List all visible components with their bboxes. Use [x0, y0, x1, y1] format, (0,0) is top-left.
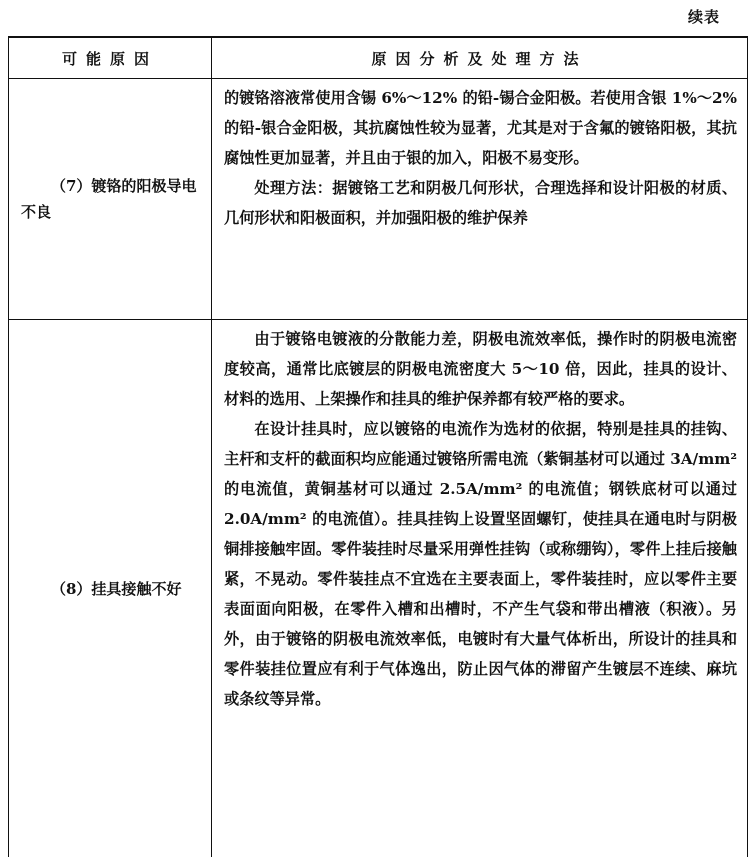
treatment-paragraph: 处理方法：据镀铬工艺和阴极几何形状，合理选择和设计阳极的材质、几何形状和阳极面积，并加强阳极的维护保养	[224, 179, 737, 227]
table-row	[9, 320, 747, 857]
analysis-paragraph: 的镀铬溶液常使用含锡 6%～12% 的铅-锡合金阳极。若使用含银 1%～2% 的铅-银合金阳极，其抗腐蚀性较为显著，尤其是对于含氟的镀铬阳极，其抗腐蚀性更加显著，并且由于银的加入，阳极不易变形。	[224, 89, 737, 167]
cause-text: （8）挂具接触不好	[51, 579, 182, 598]
cause-cell	[9, 320, 212, 857]
analysis-cell	[212, 320, 747, 857]
header-analysis: 原因分析及处理方法	[371, 49, 588, 68]
analysis-cell	[212, 79, 747, 319]
table-row	[9, 79, 747, 320]
analysis-paragraph: 由于镀铬电镀液的分散能力差，阴极电流效率低，操作时的阴极电流密度较高，通常比底镀层的阴极电流密度大 5～10 倍，因此，挂具的设计、材料的选用、上架操作和挂具的维护保养都有较严格的要求。	[224, 330, 737, 408]
cause-text: （7）镀铬的阳极导电不良	[21, 177, 197, 221]
table-header-row	[9, 38, 747, 79]
header-cause: 可能原因	[9, 38, 212, 78]
analysis-paragraph: 在设计挂具时，应以镀铬的电流作为选材的依据，特别是挂具的挂钩、主杆和支杆的截面积均应能通过镀铬所需电流（紫铜基材可以通过 3A/mm² 的电流值，黄铜基材可以通过 2.5A/mm² 的电流值；钢铁底材可以通过 2.0A/mm² 的电流值）。挂具挂钩上设置坚固螺钉，使挂具在通电时与阴极铜排接触牢固。零件装挂时尽量采用弹性挂钩（或称绷钩），零件上挂后接触紧，不晃动。零件装挂点不宜选在主要表面上，零件装挂时，应以零件主要表面面向阳极，在零件入槽和出槽时，不产生气袋和带出槽液（积液）。另外，由于镀铬的阴极电流效率低，电镀时有大量气体析出，所设计的挂具和零件装挂位置应有利于气体逸出，防止因气体的滞留产生镀层不连续、麻坑或条纹等异常。	[224, 420, 737, 708]
continued-table-label: 续表	[687, 8, 720, 26]
cause-cell	[9, 79, 212, 319]
cause-analysis-table	[8, 36, 748, 857]
